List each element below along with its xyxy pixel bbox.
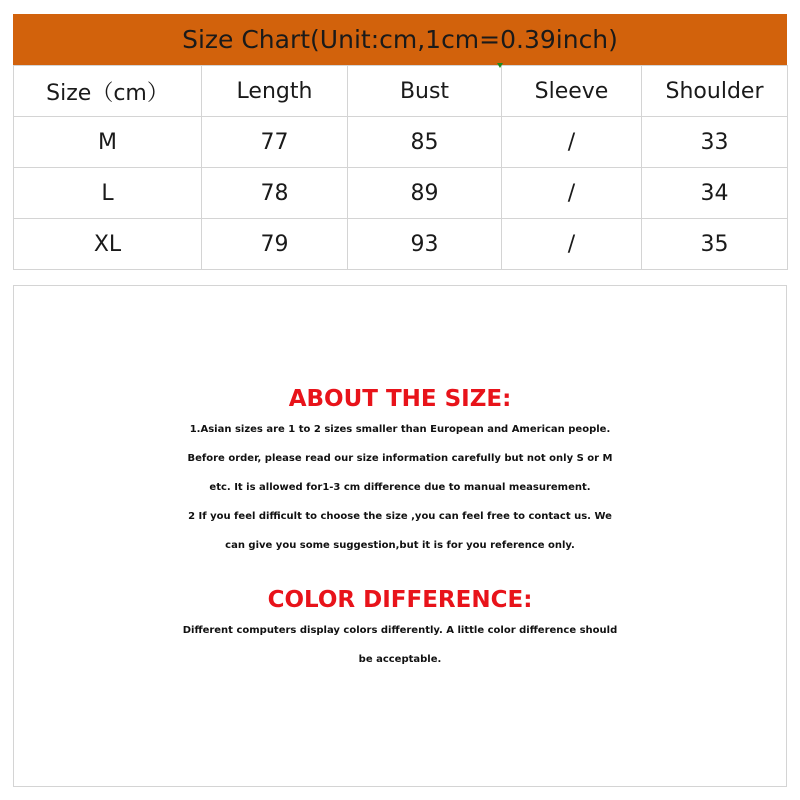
cell-sleeve: / [502, 168, 642, 219]
about-size-line: 1.Asian sizes are 1 to 2 sizes smaller than European and American people. [189, 424, 611, 435]
color-difference-line: Different computers display colors differently. A little color difference should [182, 625, 618, 636]
cell-shoulder: 35 [642, 219, 788, 270]
cell-sleeve: / [502, 219, 642, 270]
table-row [14, 168, 788, 219]
cell-size: M [14, 117, 202, 168]
cell-bust: 89 [348, 168, 502, 219]
size-chart-title: Size Chart(Unit:cm,1cm=0.39inch) [182, 25, 618, 54]
cell-sleeve: / [502, 117, 642, 168]
column-header-bust: Bust [348, 66, 502, 117]
about-size-line: Before order, please read our size information carefully but not only S or M [187, 453, 613, 464]
table-row [14, 117, 788, 168]
column-header-sleeve: Sleeve [502, 66, 642, 117]
size-info-box [13, 285, 787, 787]
section-spacer [14, 560, 786, 584]
color-difference-line: be acceptable. [358, 654, 442, 665]
size-info-content [14, 383, 786, 674]
about-size-title: ABOUT THE SIZE: [288, 386, 512, 412]
cell-length: 77 [202, 117, 348, 168]
column-header-shoulder: Shoulder [642, 66, 788, 117]
cell-bust: 85 [348, 117, 502, 168]
cell-length: 79 [202, 219, 348, 270]
cell-size: XL [14, 219, 202, 270]
column-header-size: Size（cm） [14, 66, 202, 117]
cell-size: L [14, 168, 202, 219]
table-header-row [14, 66, 788, 117]
color-difference-title: COLOR DIFFERENCE: [267, 587, 533, 613]
table-row [14, 219, 788, 270]
color-difference-text [14, 616, 786, 674]
cell-shoulder: 34 [642, 168, 788, 219]
cell-bust: 93 [348, 219, 502, 270]
column-header-length: Length [202, 66, 348, 117]
green-accent-mark [497, 63, 503, 68]
cell-shoulder: 33 [642, 117, 788, 168]
about-size-line: can give you some suggestion,but it is for you reference only. [225, 540, 575, 551]
size-table [13, 65, 788, 270]
size-chart-header [13, 14, 787, 65]
about-size-text [14, 415, 786, 560]
about-size-line: 2 If you feel difficult to choose the size ,you can feel free to contact us. We [188, 511, 612, 522]
cell-length: 78 [202, 168, 348, 219]
about-size-line: etc. It is allowed for1-3 cm difference due to manual measurement. [209, 482, 591, 493]
